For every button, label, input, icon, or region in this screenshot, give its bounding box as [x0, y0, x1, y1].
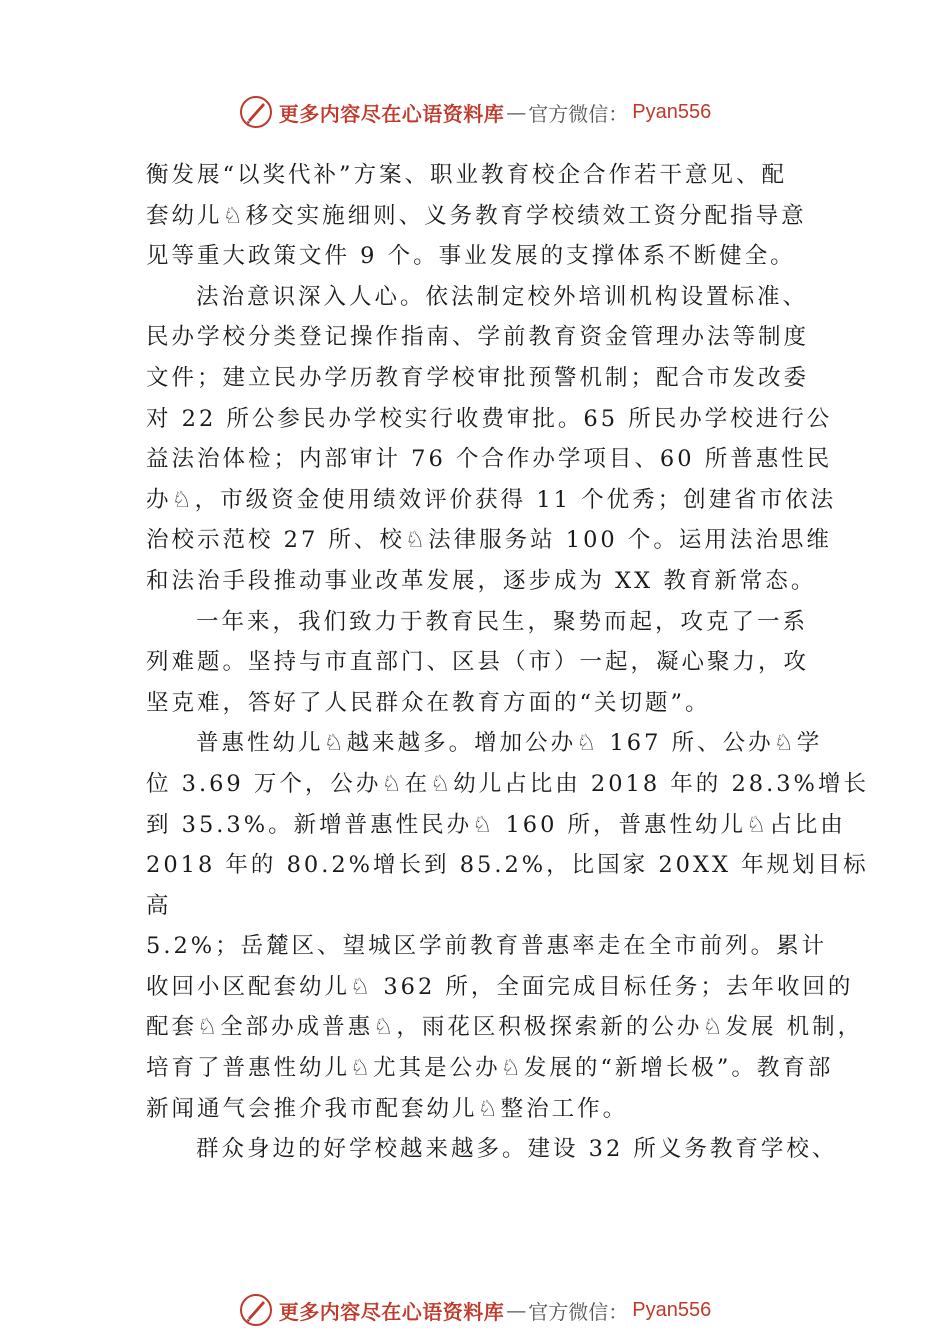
- body-line: 列难题。坚持与市直部门、区县（市）一起，凝心聚力，攻: [146, 649, 810, 676]
- footer-wechat-label: 官方微信：: [528, 1299, 629, 1324]
- body-line: 对 22 所公参民办学校实行收费审批。65 所民办学校进行公: [146, 405, 833, 432]
- footer-separator: —: [506, 1298, 527, 1322]
- body-line: 新闻通气会推介我市配套幼儿♘整治工作。: [146, 1095, 629, 1122]
- header-wechat-id: Pyan556: [632, 100, 712, 123]
- body-line: 5.2%；岳麓区、望城区学前教育普惠率走在全市前列。累计: [146, 933, 828, 960]
- body-line: 套幼儿♘移交实施细则、义务教育学校绩效工资分配指导意: [146, 202, 807, 229]
- body-line: 高: [146, 892, 172, 919]
- body-line: 群众身边的好学校越来越多。建设 32 所义务教育学校、: [196, 1136, 838, 1163]
- header-banner: [0, 92, 950, 132]
- body-line: 和法治手段推动事业改革发展，逐步成为 XX 教育新常态。: [146, 567, 817, 594]
- header-separator: —: [506, 100, 527, 124]
- body-line: 衡发展“以奖代补”方案、职业教育校企合作若干意见、配: [146, 162, 788, 188]
- quill-logo-icon: [239, 95, 273, 129]
- body-line: 收回小区配套幼儿♘ 362 所，全面完成目标任务；去年收回的: [146, 973, 854, 1000]
- body-line: 坚克难，答好了人民群众在教育方面的“关切题”。: [146, 689, 711, 716]
- header-site-name: 更多内容尽在心语资料库: [278, 101, 505, 126]
- body-line: 民办学校分类登记操作指南、学前教育资金管理办法等制度: [146, 324, 810, 351]
- body-line: 普惠性幼儿♘越来越多。增加公办♘ 167 所、公办♘学: [196, 730, 823, 757]
- body-line: 治校示范校 27 所、校♘法律服务站 100 个。运用法治思维: [146, 527, 832, 554]
- footer-banner: [0, 1290, 950, 1330]
- header-wechat-label: 官方微信：: [528, 101, 629, 126]
- body-line: 培育了普惠性幼儿♘尤其是公办♘发展的“新增长极”。教育部: [146, 1055, 834, 1082]
- body-line: 一年来，我们致力于教育民生，聚势而起，攻克了一系: [196, 608, 809, 635]
- body-line: 益法治体检；内部审计 76 个合作办学项目、60 所普惠性民: [146, 446, 833, 473]
- quill-logo-icon: [239, 1293, 273, 1327]
- body-line: 到 35.3%。新增普惠性民办♘ 160 所，普惠性幼儿♘占比由: [146, 811, 846, 838]
- document-body: [146, 155, 869, 1170]
- body-line: 法治意识深入人心。依法制定校外培训机构设置标准、: [196, 283, 809, 310]
- footer-site-name: 更多内容尽在心语资料库: [278, 1299, 505, 1324]
- body-line: 配套♘全部办成普惠♘，雨花区积极探索新的公办♘发展 机制，: [146, 1014, 864, 1041]
- body-line: 见等重大政策文件 9 个。事业发展的支撑体系不断健全。: [146, 243, 796, 270]
- body-line: 位 3.69 万个，公办♘在♘幼儿占比由 2018 年的 28.3%增长: [146, 770, 869, 797]
- body-line: 文件；建立民办学历教育学校审批预警机制；配合市发改委: [146, 364, 810, 391]
- body-line: 2018 年的 80.2%增长到 85.2%，比国家 20XX 年规划目标: [146, 852, 869, 879]
- footer-wechat-id: Pyan556: [632, 1298, 712, 1321]
- body-line: 办♘，市级资金使用绩效评价获得 11 个优秀；创建省市依法: [146, 486, 837, 513]
